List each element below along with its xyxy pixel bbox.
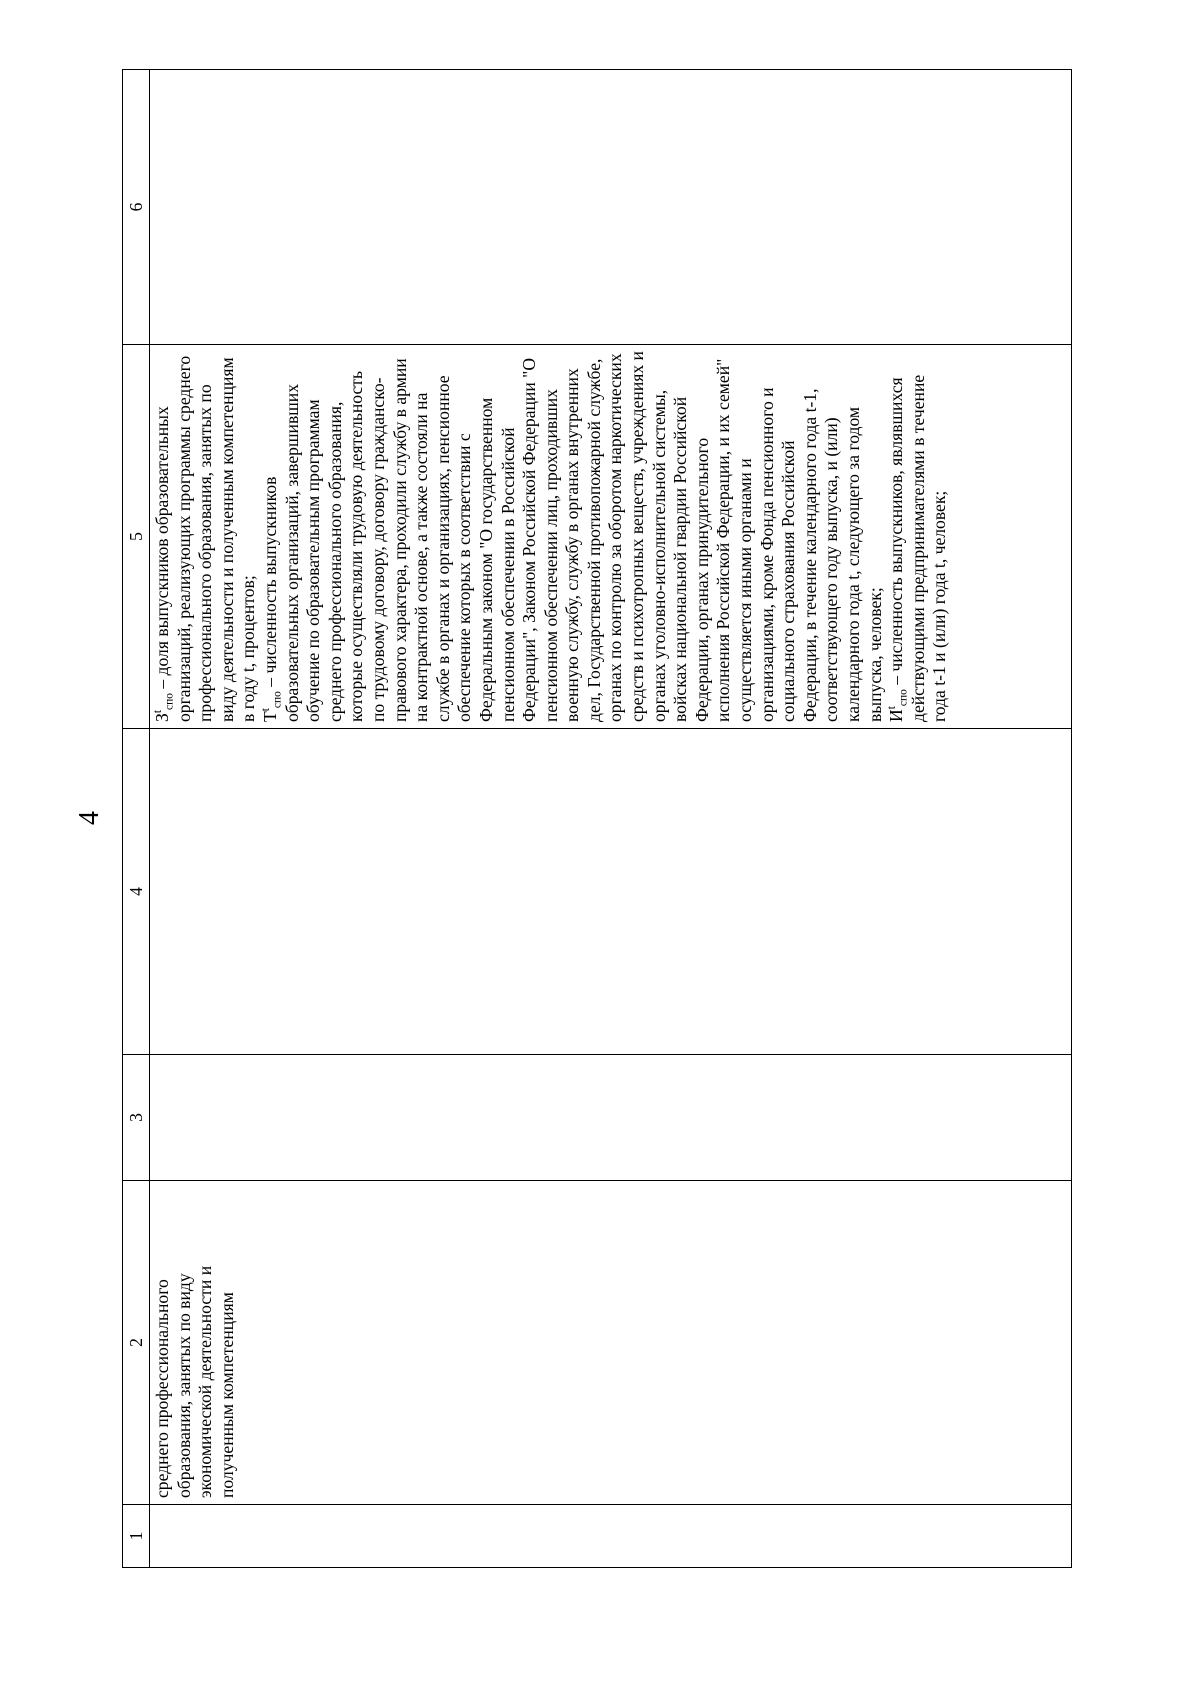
- definition-employed-graduates-text: – численность выпускников образовательных организаций, завершивших обучение по образовательным программам среднего профессионального образования, которые осуществляли трудовую деятельность по трудовому договору, договору гражданско-правового характера, проходили службу в армии на контрактной основе, а также состояли на службе в органах и организациях, пенсионное обеспечение которых в соответствии с Федеральным законом "О государственном пенсионном обеспечении в Российской Федерации", Законом Российской Федерации "О пенсионном обеспечении лиц, проходивших военную службу, службу в органах внутренних дел, Государственной противопожарной службе, органах по контролю за оборотом наркотических средств и психотропных веществ, учреждениях и органах уголовно-исполнительной системы, войсках национальной гвардии Российской Федерации, органах принудительного исполнения Российской Федерации, и их семей" осуществляется иными органами и организациями, кроме Фонда пенсионного и социального страхования Российской Федерации, в течение календарного года t-1, соответствующего году выпуска, и (или) календарного года t, следующего за годом выпуска, человек;: [259, 351, 885, 722]
- indicator-table-container: [122, 70, 1072, 1568]
- table-row: [150, 70, 1072, 1568]
- symbol-i: И: [886, 709, 907, 722]
- column-header-2: 2: [123, 1181, 150, 1505]
- symbol-z: З: [152, 713, 172, 722]
- definition-employed-graduates: [260, 351, 886, 722]
- formula-description-cell: [150, 345, 1072, 729]
- symbol-t-subscript: спо: [271, 691, 284, 709]
- column-header-4: 4: [123, 729, 150, 1055]
- definition-entrepreneur-graduates: [886, 351, 951, 722]
- symbol-t-superscript: t: [260, 708, 273, 712]
- symbol-t: Т: [259, 711, 280, 722]
- column-header-6: 6: [123, 70, 150, 345]
- symbol-i-superscript: t: [886, 706, 899, 710]
- cell-col6: [150, 70, 1072, 345]
- column-header-5: 5: [123, 345, 150, 729]
- indicator-name-cell: среднего профессионального образования, занятых по виду экономической деятельности и полученным компетенциям: [150, 1181, 1072, 1505]
- cell-col3: [150, 1055, 1072, 1181]
- page-number: 4: [74, 811, 105, 825]
- symbol-z-subscript: спо: [163, 693, 176, 710]
- symbol-i-subscript: спо: [897, 689, 910, 707]
- cell-col1: [150, 1505, 1072, 1568]
- definition-share-graduates: [152, 351, 260, 722]
- column-header-1: 1: [123, 1505, 150, 1568]
- symbol-z-superscript: t: [152, 709, 165, 714]
- table-header-row: [123, 70, 150, 1568]
- definition-entrepreneur-graduates-text: – численность выпускников, являвшихся действующими предпринимателями в течение года t-1 и (или) года t, человек;: [886, 374, 950, 722]
- column-header-3: 3: [123, 1055, 150, 1181]
- indicator-table: [122, 69, 1072, 1568]
- definition-share-graduates-text: – доля выпускников образовательных организаций, реализующих программы среднего профессионального образования, занятых по виду деятельности и полученным компетенциям в году t, процентов;: [152, 355, 259, 722]
- cell-col4: [150, 729, 1072, 1055]
